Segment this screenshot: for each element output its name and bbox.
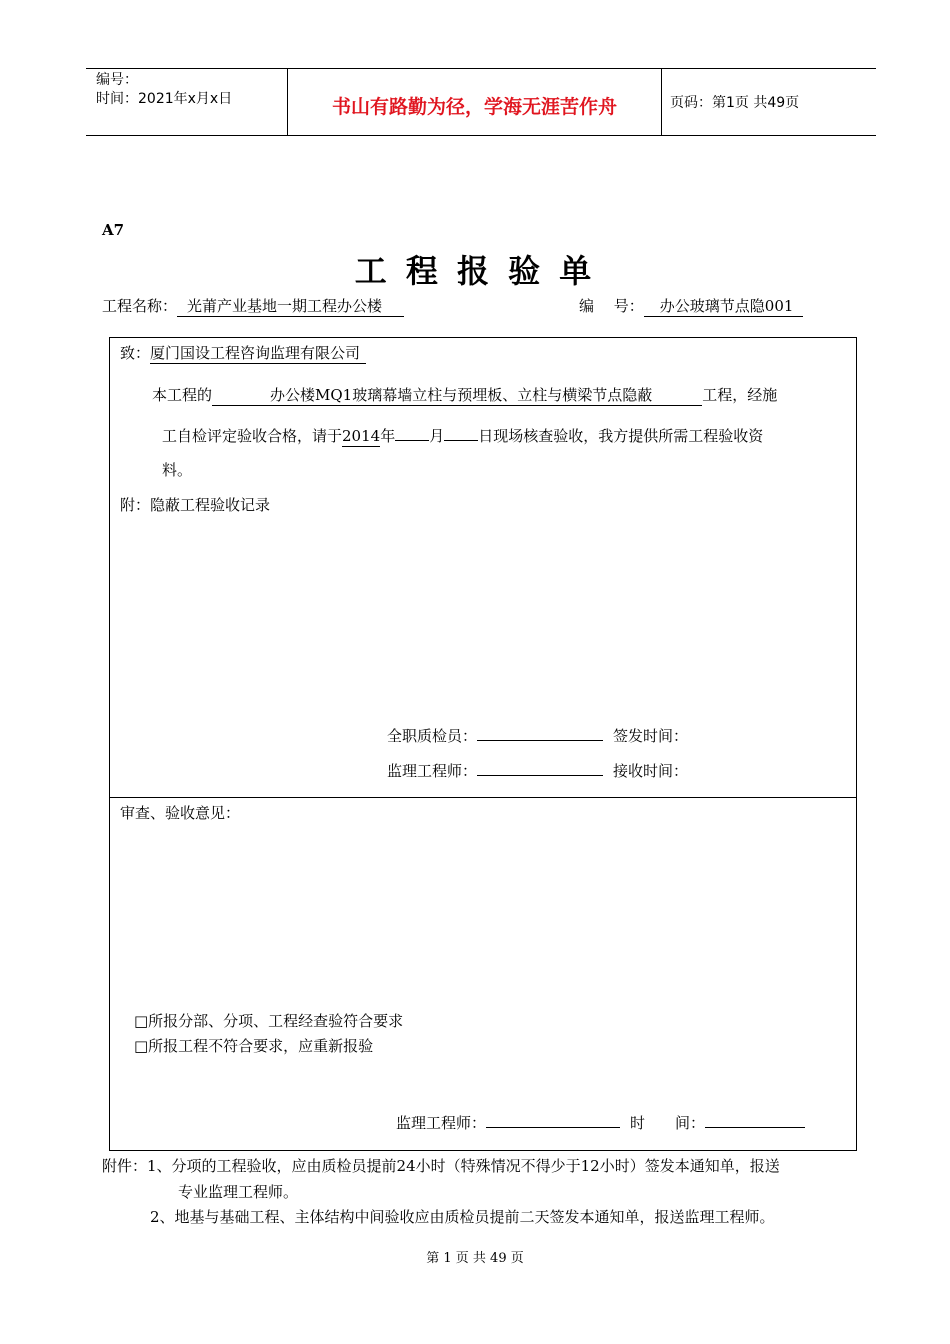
review-label: 审查、验收意见： [120, 804, 241, 822]
body-line2-b: 日现场核查验收，我方提供所需工程验收资 [478, 427, 764, 445]
notes-line-2: 2、地基与基础工程、主体结构中间验收应由质检员提前二天签发本通知单，报送监理工程师。 [150, 1208, 775, 1226]
body-line-2 [162, 424, 763, 447]
body-prefix: 本工程的 [152, 386, 213, 404]
receive-time-label: 接收时间： [613, 762, 689, 780]
page-footer: 第 1 页 共 49 页 [426, 1251, 524, 1266]
header-top-border [86, 68, 876, 69]
notes-line-1b: 专业监理工程师。 [178, 1183, 299, 1201]
header-bottom-border [86, 135, 876, 136]
inspector-blank [477, 724, 603, 741]
body-line-1 [152, 385, 777, 406]
header-page-label: 页码：第1页 共49页 [670, 95, 800, 111]
supervisor-blank [477, 759, 603, 776]
issue-time-label: 签发时间： [613, 727, 689, 745]
review-time-blank [705, 1111, 805, 1128]
header-number-label: 编号： [96, 72, 138, 88]
addressee-row [120, 343, 366, 364]
review-time-label: 时 间： [630, 1114, 706, 1132]
project-name-label: 工程名称： [102, 297, 178, 315]
option-fail[interactable]: □所报工程不符合要求，应重新报验 [134, 1037, 374, 1055]
header-motto: 书山有路勤为径，学海无涯苦作舟 [331, 96, 617, 118]
addressee-label: 致： [120, 344, 151, 362]
body-line2-a: 工自检评定验收合格，请于 [162, 427, 343, 445]
supervisor-label: 监理工程师： [387, 762, 478, 780]
form-number-value: 办公玻璃节点隐001 [644, 296, 804, 317]
notes-line-1: 附件：1、分项的工程验收，应由质检员提前24小时（特殊情况不得少于12小时）签发本通知单，报送 [102, 1157, 780, 1175]
month-blank [395, 424, 429, 441]
body-line-3: 料。 [162, 461, 193, 479]
supervisor-row [387, 759, 688, 781]
body-year: 2014 [342, 427, 381, 445]
inspector-row [387, 724, 688, 746]
body-suffix: 工程，经施 [702, 386, 778, 404]
project-name-row [102, 296, 404, 317]
form-code: A7 [102, 221, 125, 239]
form-number-label: 编 号： [579, 297, 644, 315]
project-name-value: 光莆产业基地一期工程办公楼 [177, 296, 404, 317]
addressee-value: 厦门国设工程咨询监理有限公司 [150, 343, 366, 364]
header-divider-right [661, 68, 662, 136]
review-signature-row [396, 1111, 805, 1133]
review-supervisor-label: 监理工程师： [396, 1114, 487, 1132]
review-supervisor-blank [486, 1111, 620, 1128]
inspector-label: 全职质检员： [387, 727, 478, 745]
review-section [109, 797, 857, 1151]
page-title: 工 程 报 验 单 [354, 252, 596, 290]
option-pass[interactable]: □所报分部、分项、工程经查验符合要求 [134, 1012, 404, 1030]
attachment-label: 附：隐蔽工程验收记录 [120, 496, 271, 514]
body-item: 办公楼MQ1玻璃幕墙立柱与预埋板、立柱与横梁节点隐蔽 [212, 385, 702, 406]
body-month-unit: 月 [429, 427, 445, 445]
form-number-row [579, 296, 803, 317]
day-blank [444, 424, 478, 441]
header-time-label: 时间：2021年x月x日 [96, 91, 233, 107]
body-year-unit: 年 [380, 427, 396, 445]
